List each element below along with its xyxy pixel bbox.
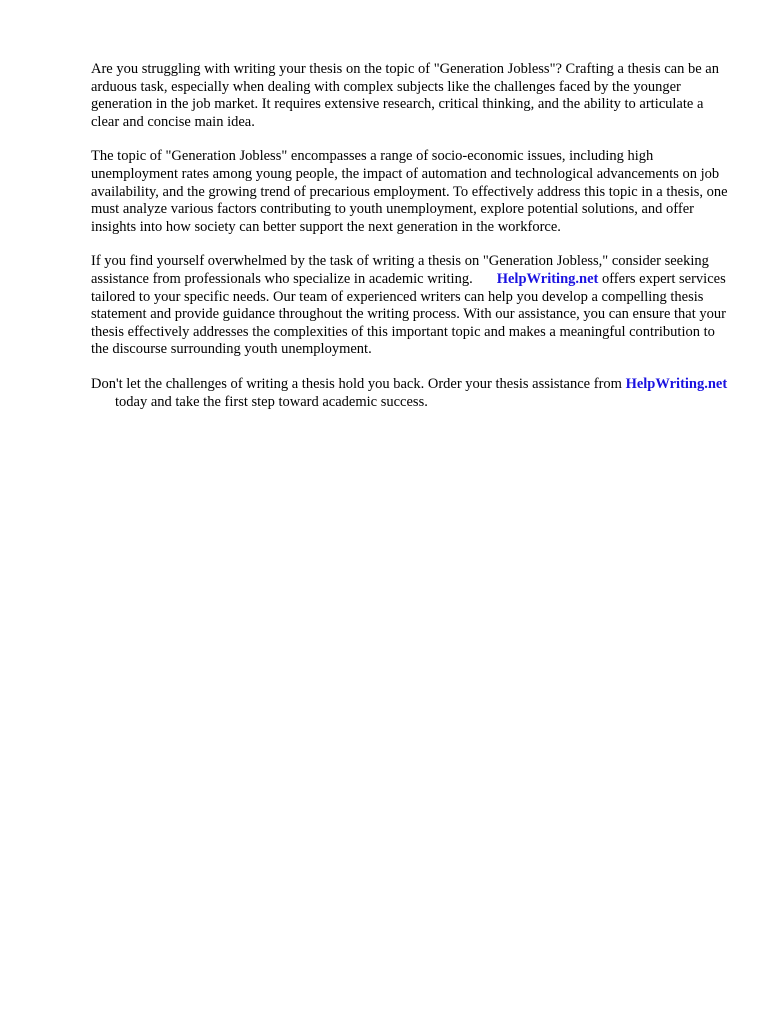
document-body bbox=[91, 61, 731, 428]
helpwriting-link[interactable]: HelpWriting.net bbox=[496, 270, 599, 287]
paragraph-assistance bbox=[91, 253, 731, 359]
paragraph-closing-text-start: Don't let the challenges of writing a thesis hold you back. Order your thesis assistance from bbox=[91, 375, 622, 392]
paragraph-assistance-text-end: offers expert services tailored to your specific needs. Our team of experienced writers can help you develop a compelling thesis statement and provide guidance throughout the writing process. With our assistance, you can ensure that your thesis effectively addresses the complexities of this important topic and makes a meaningful contribution to the discourse surrounding youth unemployment. bbox=[91, 270, 726, 358]
paragraph-topic: The topic of "Generation Jobless" encompasses a range of socio-economic issues, including high unemployment rates among young people, the impact of automation and technological advancements on job availability, and the growing trend of precarious employment. To effectively address this topic in a thesis, one must analyze various factors contributing to youth unemployment, explore potential solutions, and offer insights into how society can better support the next generation in the workforce. bbox=[91, 148, 728, 235]
paragraph-closing-text-end: today and take the first step toward academic success. bbox=[115, 393, 428, 410]
paragraph-closing bbox=[91, 376, 731, 411]
paragraph-intro: Are you struggling with writing your thesis on the topic of "Generation Jobless"? Crafting a thesis can be an arduous task, especially when dealing with complex subjects like the challenges faced by the younger generation in the job market. It requires extensive research, critical thinking, and the ability to articulate a clear and concise main idea. bbox=[91, 61, 719, 130]
paragraph-assistance-text-start: If you find yourself overwhelmed by the task of writing a thesis on "Generation Jobless," consider seeking assistance from professionals who specialize in academic writing. bbox=[91, 253, 709, 287]
helpwriting-link-closing[interactable]: HelpWriting.net bbox=[625, 375, 728, 392]
